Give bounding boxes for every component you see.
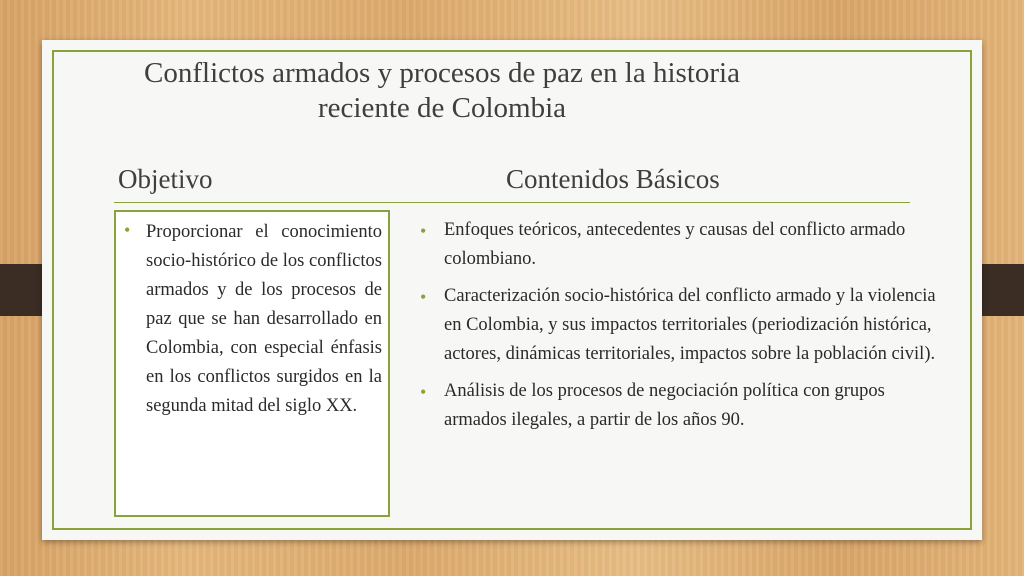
objective-text: Proporcionar el conocimiento socio-histórico de los conflictos armados y de los procesos de paz que se han desarrollado en Colombia, con especial énfasis en los conflictos surgidos en la segunda mitad del siglo XX. — [146, 222, 382, 416]
bullet-icon: • — [420, 382, 427, 402]
contents-list — [418, 216, 938, 443]
objective-heading: Objetivo — [118, 164, 213, 194]
bullet-icon: • — [420, 287, 427, 307]
objective-box — [114, 210, 390, 517]
bullet-icon: • — [420, 221, 427, 241]
heading-divider — [114, 202, 910, 203]
contents-item — [418, 216, 938, 274]
contents-item — [418, 282, 938, 369]
contents-item — [418, 377, 938, 435]
slide-title: Conflictos armados y procesos de paz en la historia reciente de Colombia — [144, 57, 740, 124]
contents-item-text: Caracterización socio-histórica del conflicto armado y la violencia en Colombia, y sus impactos territoriales (periodización histórica, actores, dinámicas territoriales, impactos sobre la población civil). — [444, 286, 936, 364]
bullet-icon: • — [124, 220, 131, 240]
contents-heading: Contenidos Básicos — [506, 164, 720, 194]
contents-item-text: Análisis de los procesos de negociación política con grupos armados ilegales, a partir de los años 90. — [444, 381, 885, 430]
contents-item-text: Enfoques teóricos, antecedentes y causas del conflicto armado colombiano. — [444, 220, 906, 269]
slide-card — [42, 40, 982, 540]
